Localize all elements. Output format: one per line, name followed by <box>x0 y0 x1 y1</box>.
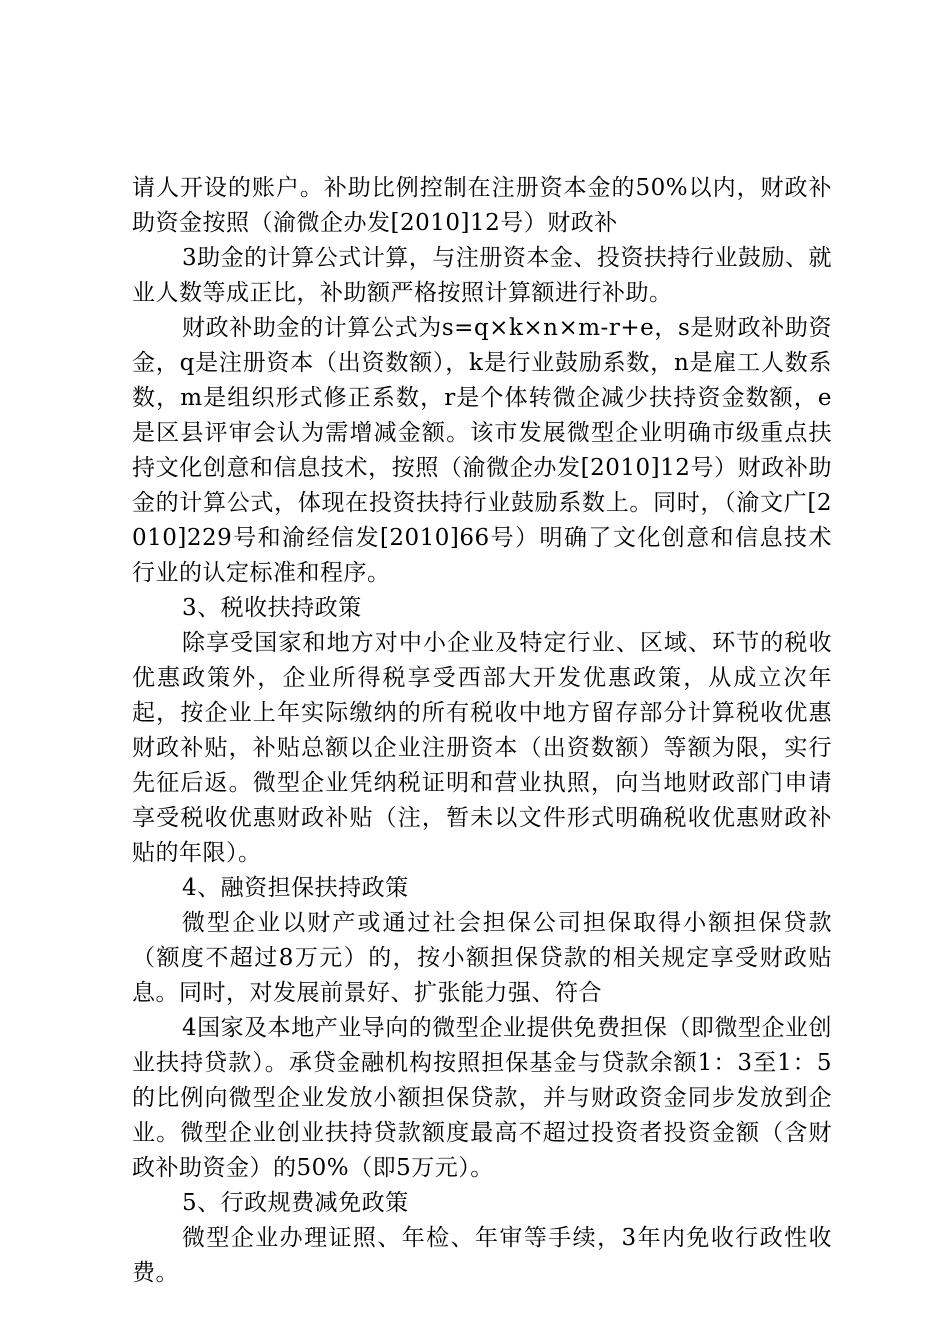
paragraph-free-guarantee: 4国家及本地产业导向的微型企业提供免费担保（即微型企业创业扶持贷款）。承贷金融机构按照担保基金与贷款余额1：3至1：5的比例向微型企业发放小额担保贷款，并与财政资金同步发放到企业。微型企业创业扶持贷款额度最高不超过投资者投资金额（含财政补助资金）的50%（即5万元）。 <box>132 1015 832 1181</box>
document-page <box>132 171 832 1291</box>
heading-fee-exemption: 5、行政规费减免政策 <box>182 1190 409 1216</box>
paragraph-fee-exemption: 微型企业办理证照、年检、年审等手续，3年内免收行政性收费。 <box>132 1225 832 1286</box>
paragraph-subsidy-formula: 财政补助金的计算公式为s=q×k×n×m-r+e，s是财政补助资金，q是注册资本（出资数额），k是行业鼓励系数，n是雇工人数系数，m是组织形式修正系数，r是个体转微企减少扶持资金数额，e是区县评审会认为需增减金额。该市发展微型企业明确市级重点扶持文化创意和信息技术，按照（渝微企办发[2010]12号）财政补助金的计算公式，体现在投资扶持行业鼓励系数上。同时，（渝文广[2010]229号和渝经信发[2010]66号）明确了文化创意和信息技术行业的认定标准和程序。 <box>132 315 832 586</box>
paragraph-subsidy-calculation: 3助金的计算公式计算，与注册资本金、投资扶持行业鼓励、就业人数等成正比，补助额严格按照计算额进行补助。 <box>132 245 832 306</box>
heading-tax-support: 3、税收扶持政策 <box>182 595 362 621</box>
paragraph-tax-support: 除享受国家和地方对中小企业及特定行业、区域、环节的税收优惠政策外，企业所得税享受西部大开发优惠政策，从成立次年起，按企业上年实际缴纳的所有税收中地方留存部分计算税收优惠财政补贴，补贴总额以企业注册资本（出资数额）等额为限，实行先征后返。微型企业凭纳税证明和营业执照，向当地财政部门申请享受税收优惠财政补贴（注，暂未以文件形式明确税收优惠财政补贴的年限）。 <box>132 630 832 866</box>
heading-financing-guarantee: 4、融资担保扶持政策 <box>182 875 409 901</box>
paragraph-subsidy-ratio: 请人开设的账户。补助比例控制在注册资本金的50%以内，财政补助资金按照（渝微企办发[2010]12号）财政补 <box>132 175 832 236</box>
paragraph-guarantee-loan: 微型企业以财产或通过社会担保公司担保取得小额担保贷款（额度不超过8万元）的，按小额担保贷款的相关规定享受财政贴息。同时，对发展前景好、扩张能力强、符合 <box>132 910 832 1006</box>
